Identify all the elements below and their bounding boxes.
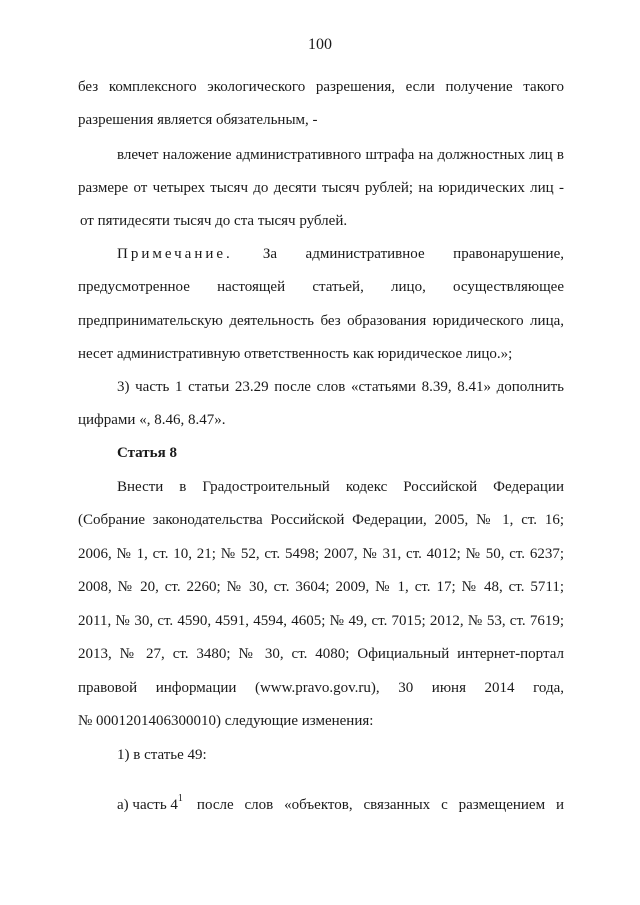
clause-a-text: после слов «объектов, связанных с размещением и xyxy=(196,797,564,813)
text-line-18: 2013, № 27, ст. 3480; № 30, ст. 4080; Официальный интернет-портал xyxy=(78,646,564,662)
text-line-10: 3) часть 1 статьи 23.29 после слов «статьями 8.39, 8.41» дополнить xyxy=(117,379,564,395)
article-heading: Статья 8 xyxy=(117,445,177,461)
text-line-20: № 0001201406300010) следующие изменения: xyxy=(78,713,374,729)
text-line-17: 2011, № 30, ст. 4590, 4591, 4594, 4605; № 49, ст. 7015; 2012, № 53, ст. 7619; xyxy=(78,613,564,629)
note-label: Примечание. xyxy=(117,246,233,262)
text-line-11: цифрами «, 8.46, 8.47». xyxy=(78,412,226,428)
text-line-16: 2008, № 20, ст. 2260; № 30, ст. 3604; 2009, № 1, ст. 17; № 48, ст. 5711; xyxy=(78,579,564,595)
text-line-1: без комплексного экологического разрешения, если получение такого xyxy=(78,79,564,95)
text-line-7: предусмотренное настоящей статьей, лицо, осуществляющее xyxy=(78,279,564,295)
text-line-4: размере от четырех тысяч до десяти тысяч рублей; на юридических лиц - xyxy=(78,180,564,196)
text-line-14: (Собрание законодательства Российской Федерации, 2005, № 1, ст. 16; xyxy=(78,512,564,528)
note-line xyxy=(117,245,564,263)
text-line-5: от пятидесяти тысяч до ста тысяч рублей. xyxy=(80,213,348,229)
text-line-3: влечет наложение административного штрафа на должностных лиц в xyxy=(117,147,564,163)
text-line-2: разрешения является обязательным, - xyxy=(78,112,318,128)
text-line-19: правовой информации (www.pravo.gov.ru), 30 июня 2014 года, xyxy=(78,680,564,696)
text-line-15: 2006, № 1, ст. 10, 21; № 52, ст. 5498; 2007, № 31, ст. 4012; № 50, ст. 6237; xyxy=(78,546,564,562)
clause-a-prefix: а) часть $4^1$ xyxy=(117,793,183,813)
page-number: 100 xyxy=(308,36,332,53)
text-line-9: несет административную ответственность как юридическое лицо.»; xyxy=(78,346,513,362)
text-line-21: 1) в статье 49: xyxy=(117,747,207,763)
text-line-8: предпринимательскую деятельность без образования юридического лица, xyxy=(78,313,564,329)
superscript-1: 1 xyxy=(177,793,183,804)
text-line-22 xyxy=(117,793,564,814)
text-line-13: Внести в Градостроительный кодекс Российской Федерации xyxy=(117,479,564,495)
note-text: За административное правонарушение, xyxy=(262,246,564,262)
